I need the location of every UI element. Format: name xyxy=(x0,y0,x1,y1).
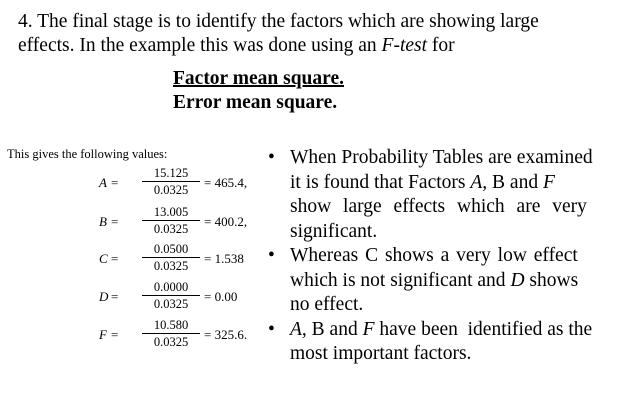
f-value-row-a xyxy=(7,165,269,205)
bullet-1-line-1 xyxy=(290,146,628,171)
equals-sign: = xyxy=(111,214,119,229)
f-test-ratio xyxy=(173,67,344,115)
fraction-denominator: 0.0325 xyxy=(153,183,189,197)
intro-line-2-text: effects. In the example this was done using an xyxy=(18,35,382,56)
factor-symbol: F xyxy=(99,327,107,342)
factor-symbol: C xyxy=(99,251,108,266)
bullet-3-line-1-end: have been identified as the xyxy=(374,318,593,340)
bullet-2-line-1: Whereas C shows a very low effect xyxy=(290,245,578,266)
f-value-row-d xyxy=(7,279,269,319)
equals-sign: = xyxy=(111,251,119,266)
factor-a-term: A, xyxy=(470,171,488,193)
fraction xyxy=(142,204,200,237)
bullet-item-1 xyxy=(268,146,628,244)
bullet-1-line-4: significant. xyxy=(290,220,378,242)
bullet-1-line-2 xyxy=(290,171,628,196)
intro-line-1: 4. The final stage is to identify the factors which are showing large xyxy=(18,11,539,32)
formulas-lead-text: This gives the following values: xyxy=(7,147,168,161)
bullet-3-line-2: most important factors. xyxy=(290,343,472,364)
fraction-denominator: 0.0325 xyxy=(153,222,189,236)
factor-d-term: D xyxy=(510,269,525,291)
equals-sign: = xyxy=(111,289,119,304)
f-value-row-f xyxy=(7,317,269,357)
bullet-2-line-2-text: which is not significant and xyxy=(290,269,511,291)
conclusions-list xyxy=(268,146,628,367)
intro-line-2-end: for xyxy=(427,35,455,56)
bullet-2-line-2-end: shows xyxy=(524,269,579,291)
fraction-numerator: 15.125 xyxy=(153,166,189,180)
bullet-1-line-2-text: it is found that Factors xyxy=(290,171,471,193)
fraction-denominator: 0.0325 xyxy=(153,259,189,273)
factor-symbol: D xyxy=(99,289,109,304)
bullet-1-line-3: show large effects which are very xyxy=(290,196,587,217)
factor-symbol: A xyxy=(99,175,107,190)
intro-paragraph xyxy=(18,10,628,58)
factor-symbol: B xyxy=(99,214,107,229)
f-result: = 1.538 xyxy=(204,251,244,266)
bullet-marker: • xyxy=(268,147,275,168)
fraction xyxy=(142,279,200,312)
bullet-1-line-2-mid: B and xyxy=(487,171,543,193)
bullet-marker: • xyxy=(268,318,275,340)
f-result: = 325.6. xyxy=(204,327,248,342)
bullet-marker: • xyxy=(268,245,275,266)
bullet-2-line-2 xyxy=(290,269,628,294)
fraction-denominator: 0.0325 xyxy=(153,297,189,311)
bullet-item-2 xyxy=(268,244,628,318)
intro-line-2 xyxy=(18,34,628,58)
factor-f-term: F xyxy=(542,171,555,193)
fraction-numerator: 0.0500 xyxy=(153,242,189,256)
fraction-numerator: 10.580 xyxy=(153,318,189,332)
fraction-numerator: 13.005 xyxy=(153,205,189,219)
equals-sign: = xyxy=(111,175,119,190)
fraction xyxy=(142,165,200,198)
factor-a-term: A, xyxy=(290,318,307,340)
bullet-3-line-1-mid: B and xyxy=(306,318,363,340)
f-result: = 0.00 xyxy=(204,289,238,304)
bullet-1-line-1-text: When Probability Tables are examined xyxy=(290,147,593,168)
equals-sign: = xyxy=(111,327,119,342)
factor-f-term: F xyxy=(362,318,375,340)
f-result: = 465.4, xyxy=(204,175,248,190)
ratio-denominator: Error mean square. xyxy=(173,92,338,113)
fraction xyxy=(142,317,200,350)
f-test-term: F-test xyxy=(381,35,428,56)
fraction-denominator: 0.0325 xyxy=(153,335,189,349)
f-value-row-b xyxy=(7,204,269,244)
bullet-3-line-1 xyxy=(290,318,628,343)
fraction-numerator: 0.0000 xyxy=(153,280,189,294)
f-value-row-c xyxy=(7,241,269,281)
f-result: = 400.2, xyxy=(204,214,248,229)
fraction xyxy=(142,241,200,274)
bullet-2-line-3: no effect. xyxy=(290,294,364,315)
bullet-item-3 xyxy=(268,318,628,367)
ratio-numerator: Factor mean square. xyxy=(173,68,344,89)
